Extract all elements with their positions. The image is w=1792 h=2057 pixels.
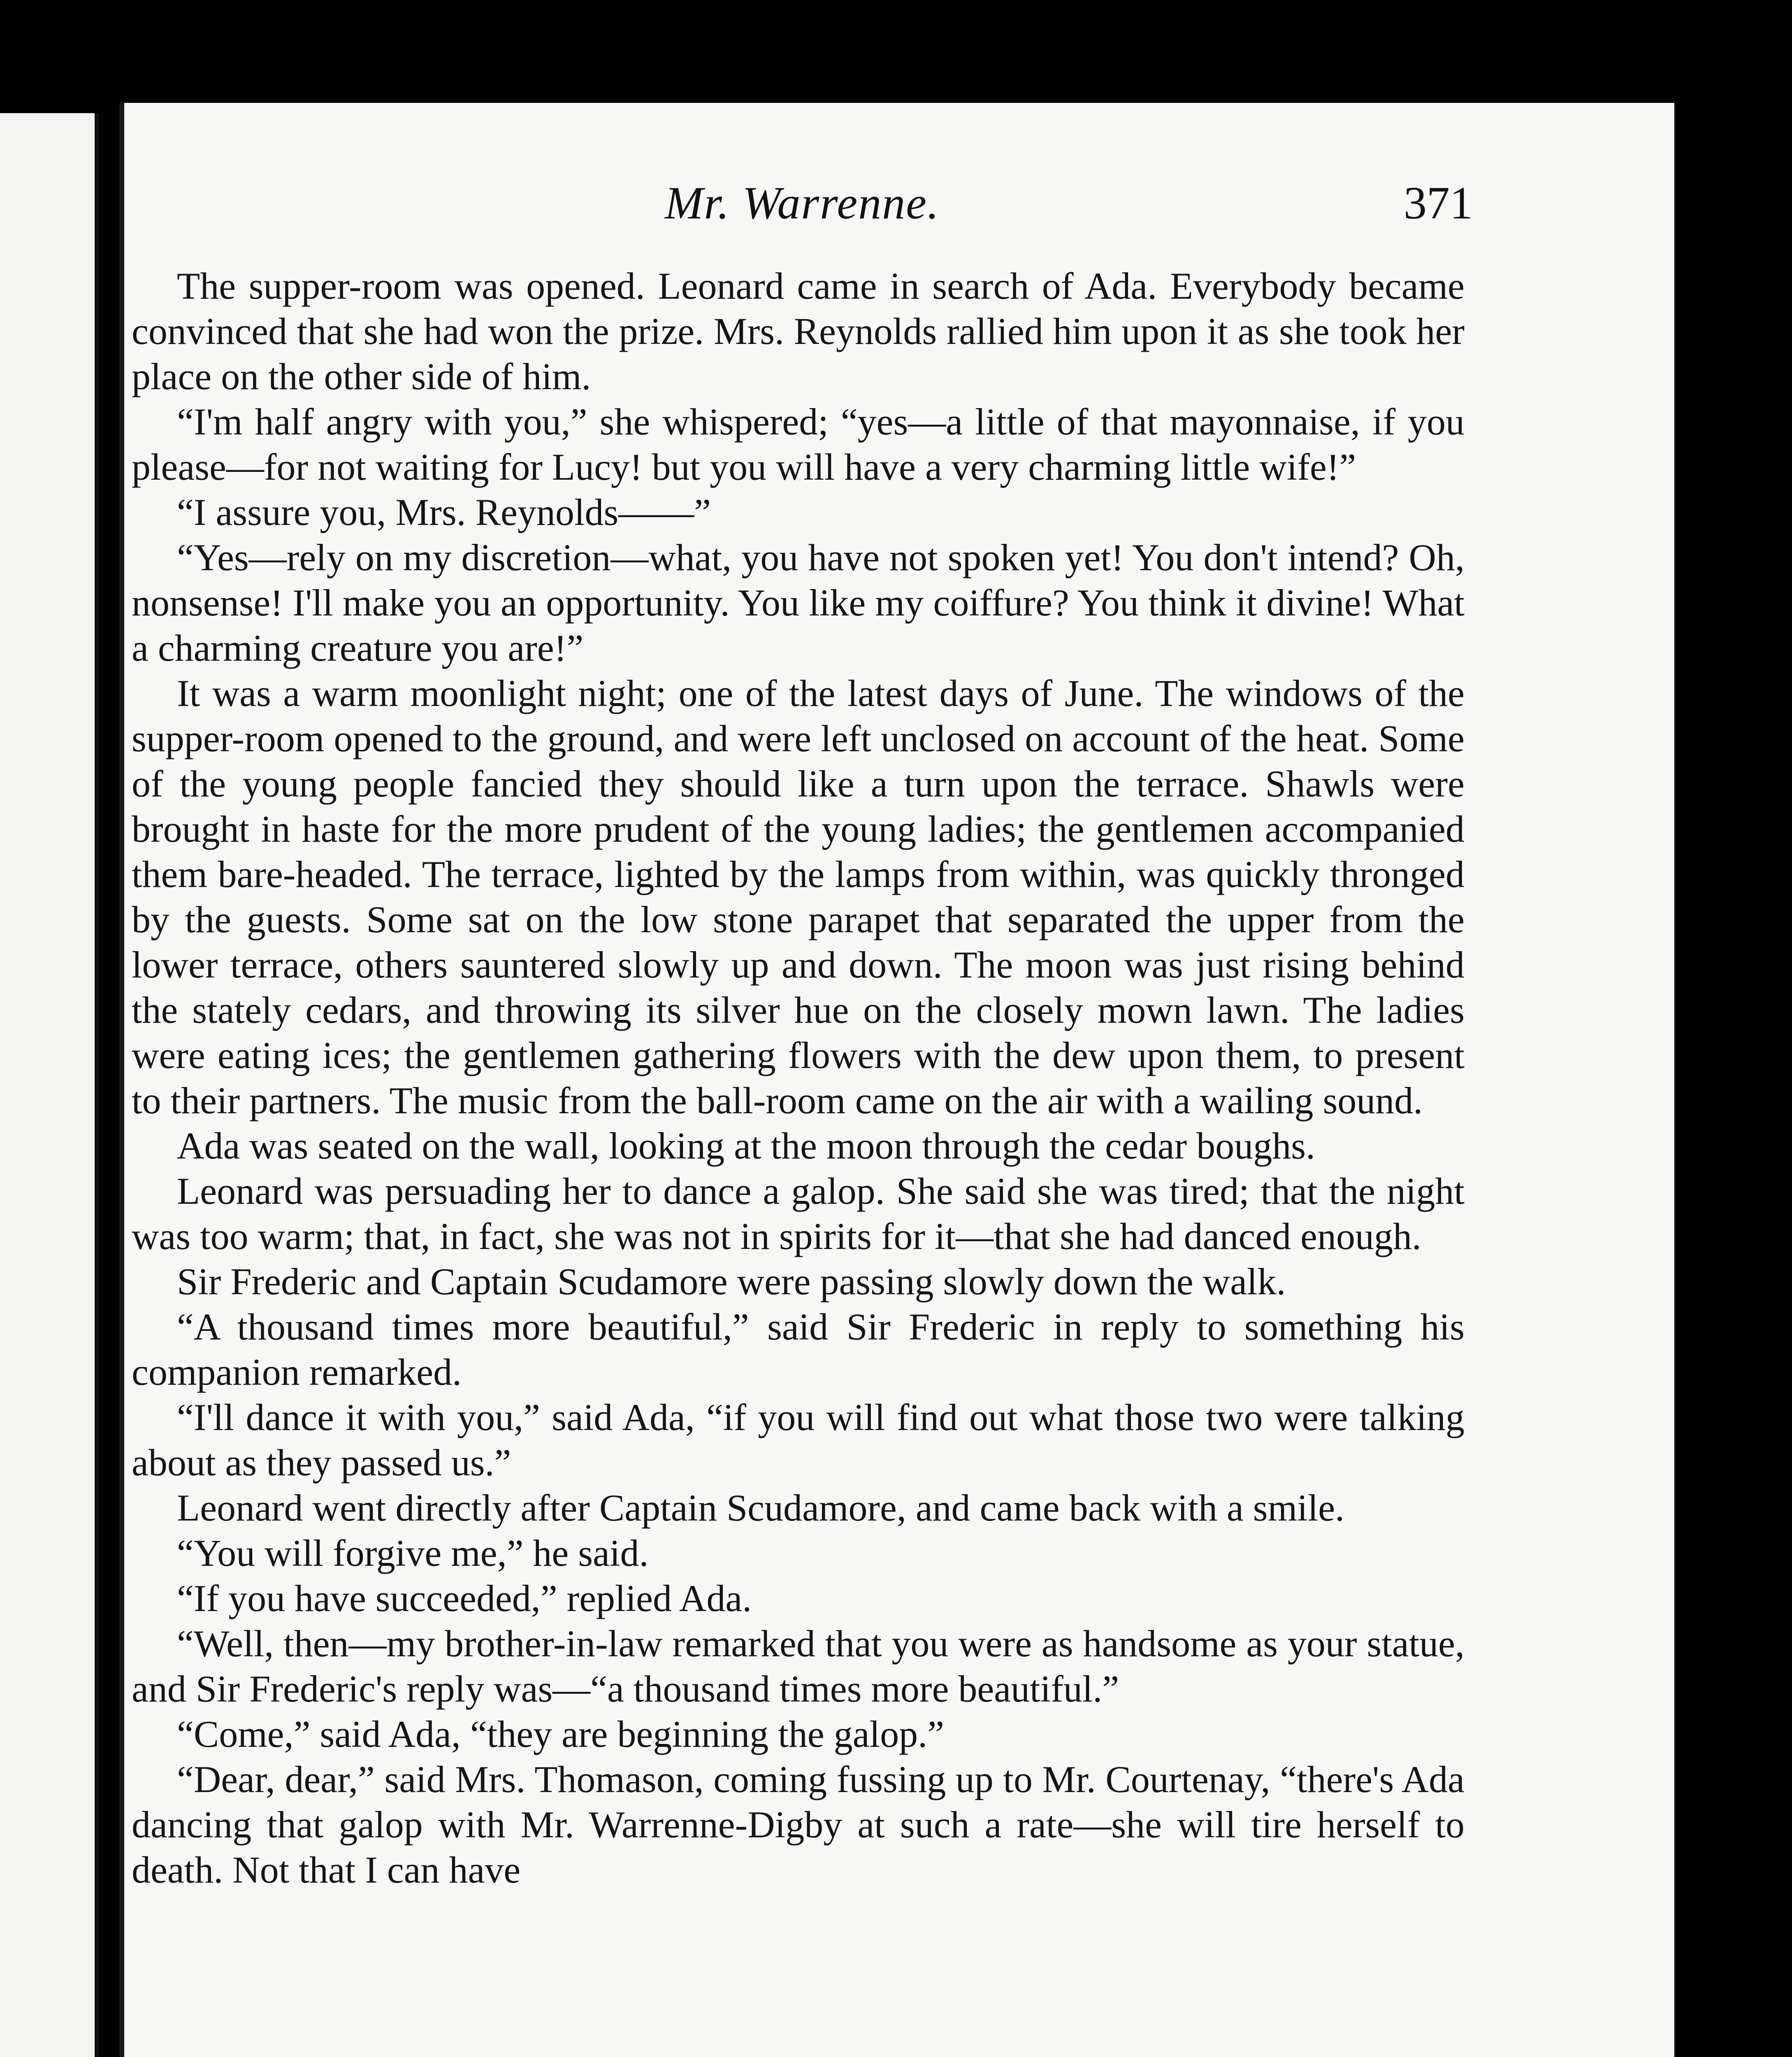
paragraph: “I assure you, Mrs. Reynolds——”: [177, 491, 711, 533]
paragraph: “I'm half angry with you,” she whispered; “yes—a little of that mayonnaise, if you please—for not waiting for Lucy! but you will have a very charming little wife!”: [132, 401, 1465, 488]
paragraph: “Dear, dear,” said Mrs. Thomason, coming fussing up to Mr. Courtenay, “there's Ada dancing that galop with Mr. Warrenne-Digby at such a rate—she will tire herself to death. Not that I can have: [132, 1758, 1465, 1891]
running-title: Mr. Warrenne.: [665, 178, 940, 229]
body-text: [132, 263, 1465, 1892]
paragraph: The supper-room was opened. Leonard came in search of Ada. Everybody became convinced that she had won the prize. Mrs. Reynolds rallied him upon it as she took her place on the other side of him.: [132, 265, 1465, 397]
paragraph: “You will forgive me,” he said.: [177, 1532, 649, 1574]
paragraph: Ada was seated on the wall, looking at the moon through the cedar boughs.: [177, 1125, 1316, 1167]
paragraph: Leonard was persuading her to dance a galop. She said she was tired; that the night was too warm; that, in fact, she was not in spirits for it—that she had danced enough.: [132, 1170, 1465, 1257]
paragraph: “A thousand times more beautiful,” said Sir Frederic in reply to something his companion remarked.: [132, 1306, 1465, 1393]
paragraph: “Come,” said Ada, “they are beginning the galop.”: [177, 1713, 944, 1755]
paragraph: “If you have succeeded,” replied Ada.: [177, 1577, 752, 1619]
paragraph: “I'll dance it with you,” said Ada, “if you will find out what those two were talking about as they passed us.”: [132, 1396, 1465, 1484]
paragraph: It was a warm moonlight night; one of the latest days of June. The windows of the supper-room opened to the ground, and were left unclosed on account of the heat. Some of the young people fancied they should like a turn upon the terrace. Shawls were brought in haste for the more prudent of the young ladies; the gentlemen accompanied them bare-headed. The terrace, lighted by the lamps from within, was quickly thronged by the guests. Some sat on the low stone parapet that separated the upper from the lower terrace, others sauntered slowly up and down. The moon was just rising behind the stately cedars, and throwing its silver hue on the closely mown lawn. The ladies were eating ices; the gentlemen gathering flowers with the dew upon them, to present to their partners. The music from the ball-room came on the air with a wailing sound.: [132, 672, 1465, 1121]
paragraph: “Well, then—my brother-in-law remarked that you were as handsome as your statue, and Sir Frederic's reply was—“a thousand times more beautiful.”: [132, 1623, 1465, 1710]
paragraph: Sir Frederic and Captain Scudamore were passing slowly down the walk.: [177, 1261, 1286, 1302]
paragraph: “Yes—rely on my discretion—what, you have not spoken yet! You don't intend? Oh, nonsense! I'll make you an opportunity. You like my coiffure? You think it divine! What a charming creature you are!”: [132, 536, 1465, 669]
page-number: 371: [1404, 178, 1473, 229]
page-header: [132, 177, 1473, 259]
paragraph: Leonard went directly after Captain Scudamore, and came back with a smile.: [177, 1487, 1345, 1529]
left-page-edge: [0, 113, 99, 2057]
